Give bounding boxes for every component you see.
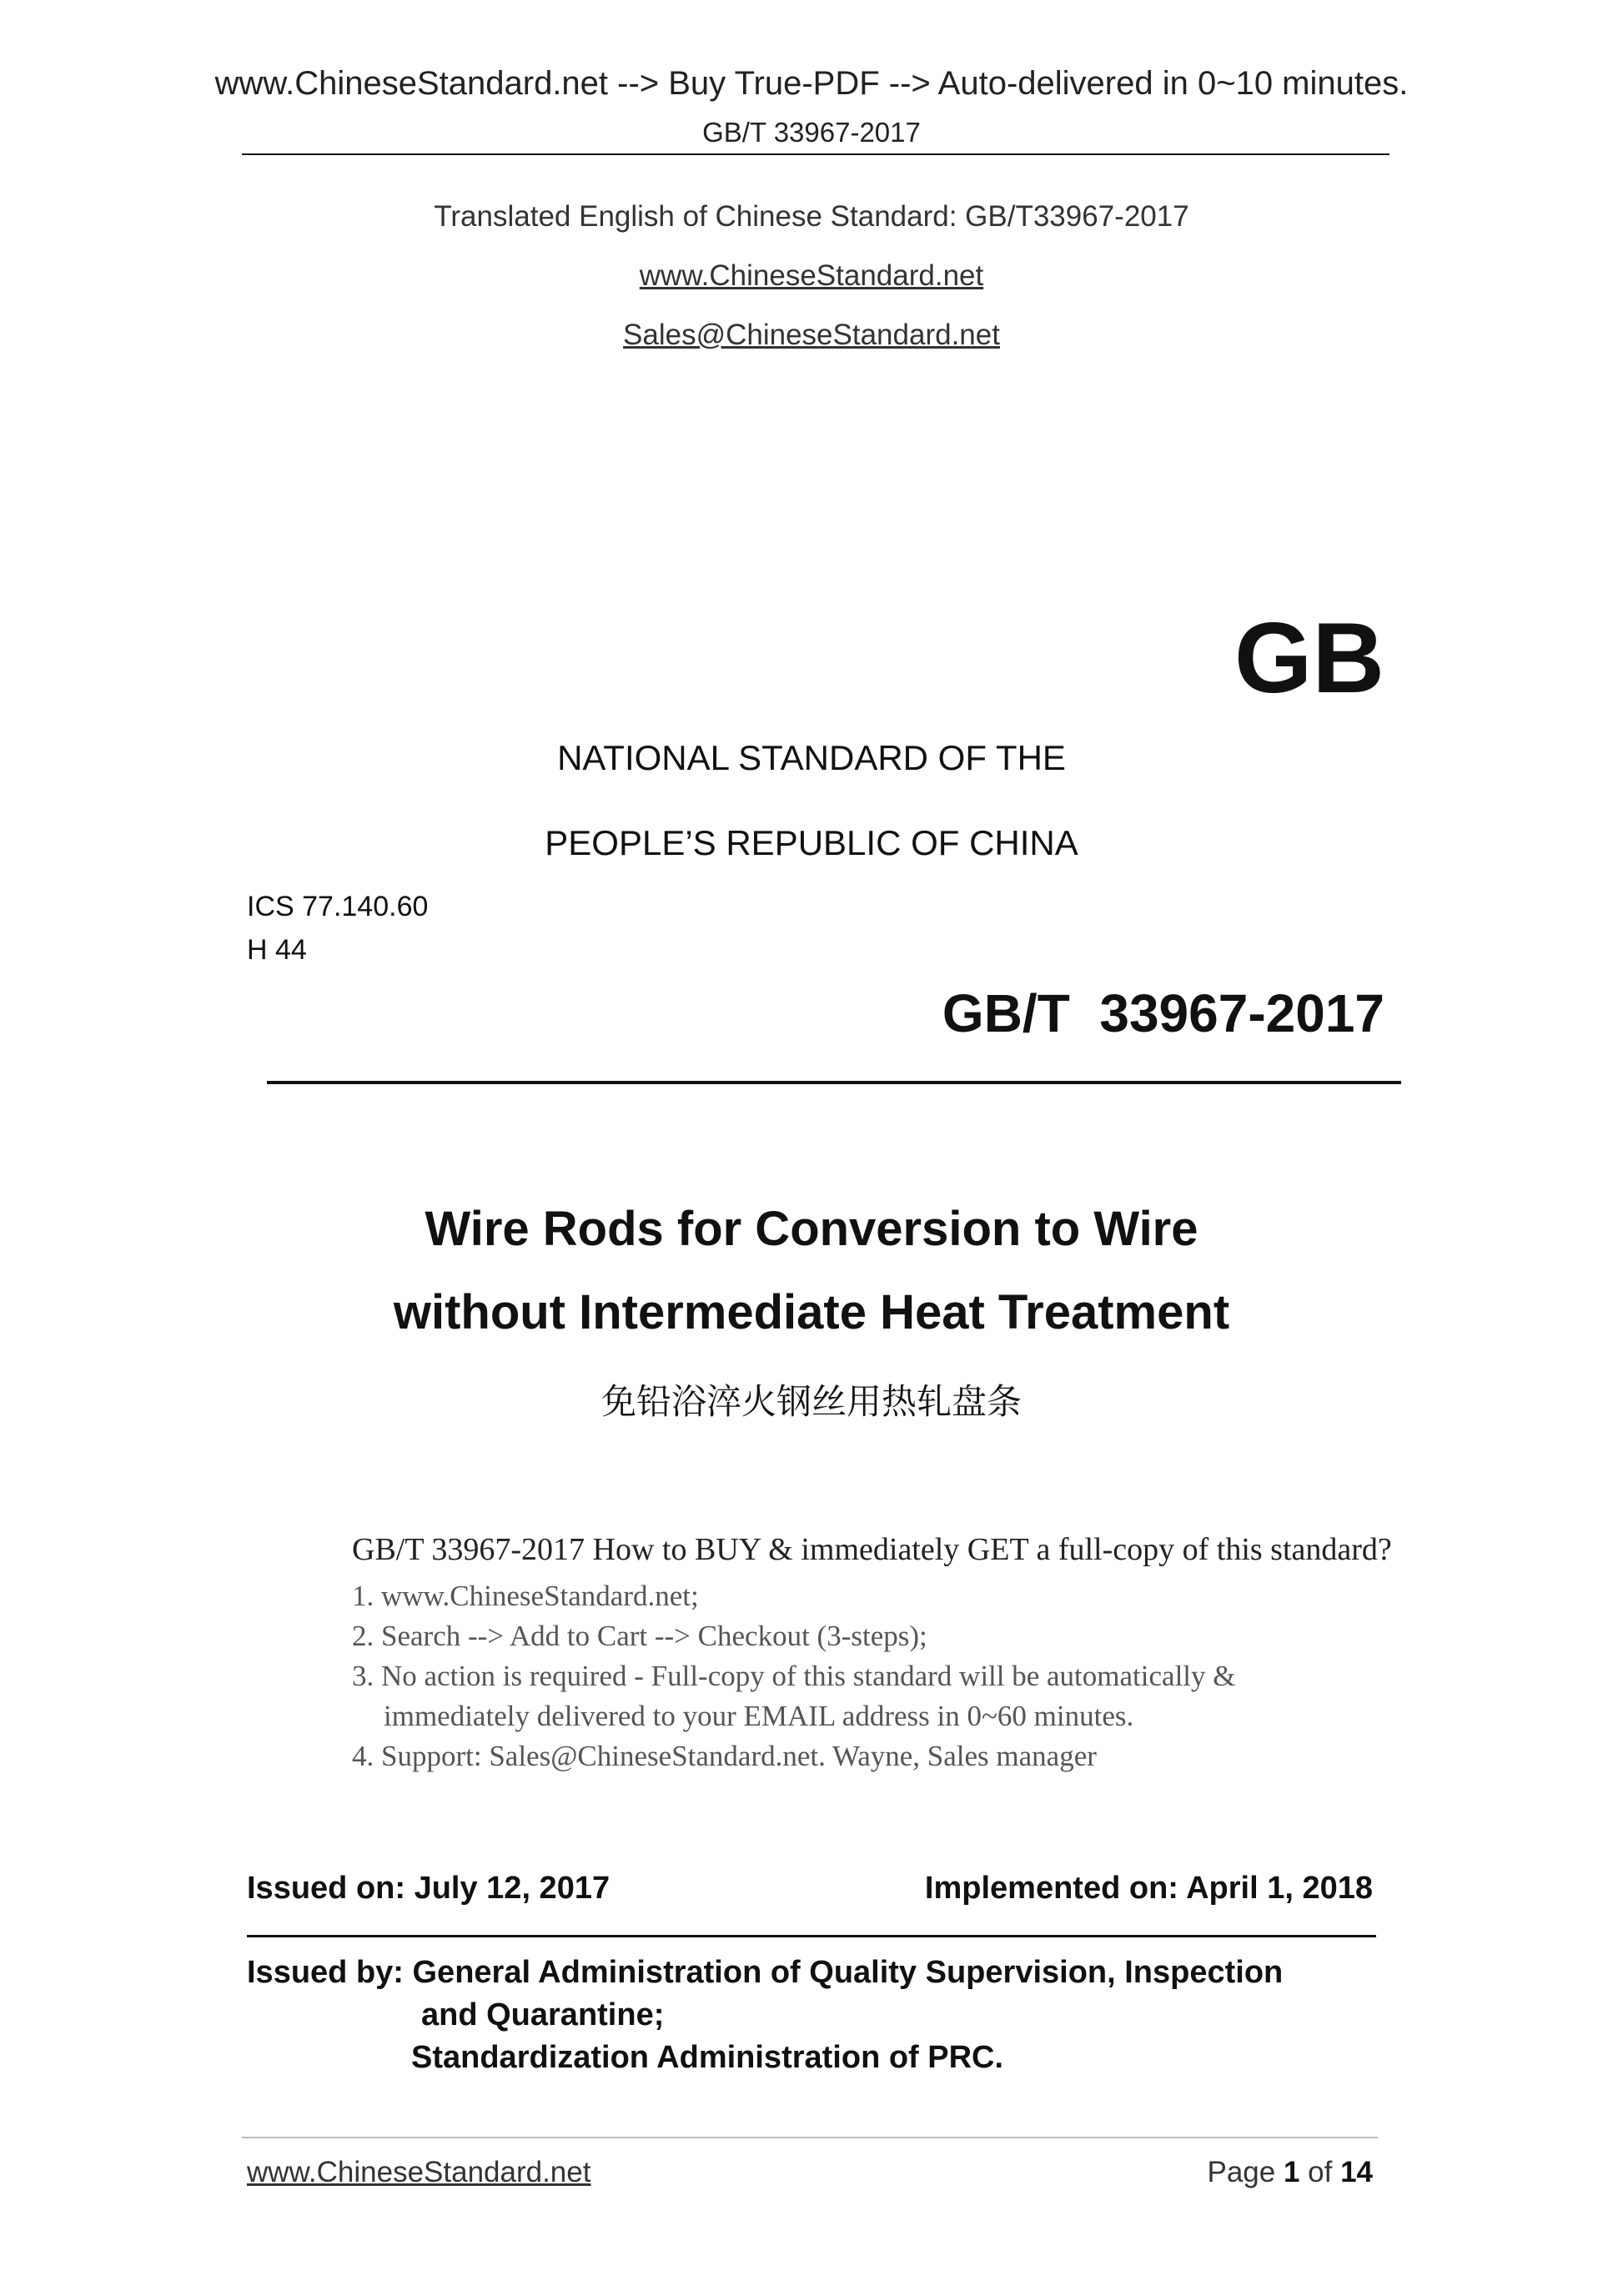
document-title-chinese: 免铅浴淬火钢丝用热轧盘条 [600,1381,1022,1422]
header-divider [242,153,1389,155]
buy-step-1[interactable]: 1. www.ChineseStandard.net; [352,1580,699,1612]
buy-step-3: 3. No action is required - Full-copy of this standard will be automatically & [352,1660,1236,1692]
issued-by-line1: Issued by: General Administration of Quality Supervision, Inspection [247,1955,1284,1990]
standard-number: GB/T 33967-2017 [942,983,1384,1043]
page-total: 14 [1340,2156,1373,2188]
issued-by-line3: Standardization Administration of PRC. [411,2040,1004,2075]
translation-email-link[interactable]: Sales@ChineseStandard.net [623,319,1000,351]
national-standard-line1: NATIONAL STANDARD OF THE [557,738,1066,777]
document-title-line2: without Intermediate Heat Treatment [393,1285,1230,1339]
issued-by-line2: and Quarantine; [421,1997,665,2032]
footer-divider [242,2137,1378,2138]
issued-date: Issued on: July 12, 2017 [247,1871,611,1906]
page-current: 1 [1283,2156,1300,2188]
header-banner: www.ChineseStandard.net --> Buy True-PDF --> Auto-delivered in 0~10 minutes. [214,65,1409,102]
header-standard-code: GB/T 33967-2017 [702,117,921,148]
ics-code: ICS 77.140.60 [247,891,429,922]
buy-heading: GB/T 33967-2017 How to BUY & immediately GET a full-copy of this standard? [352,1532,1392,1567]
buy-step-2: 2. Search --> Add to Cart --> Checkout (3-steps); [352,1620,927,1652]
national-standard-line2: PEOPLE’S REPUBLIC OF CHINA [545,823,1078,862]
translation-title: Translated English of Chinese Standard: GB/T33967-2017 [434,200,1189,233]
document-title-line1: Wire Rods for Conversion to Wire [425,1202,1198,1256]
gb-logo: GB [1234,602,1384,714]
standard-number-divider [267,1081,1401,1084]
dates-divider [247,1935,1376,1937]
buy-step-3-cont: immediately delivered to your EMAIL address in 0~60 minutes. [384,1700,1134,1732]
page-number: Page 1 of 14 [1207,2156,1373,2188]
translation-website-link[interactable]: www.ChineseStandard.net [639,259,984,292]
h-code: H 44 [247,934,307,966]
buy-step-4: 4. Support: Sales@ChineseStandard.net. Wayne, Sales manager [352,1740,1097,1772]
implemented-date: Implemented on: April 1, 2018 [924,1871,1373,1906]
footer-website-link[interactable]: www.ChineseStandard.net [247,2156,591,2188]
